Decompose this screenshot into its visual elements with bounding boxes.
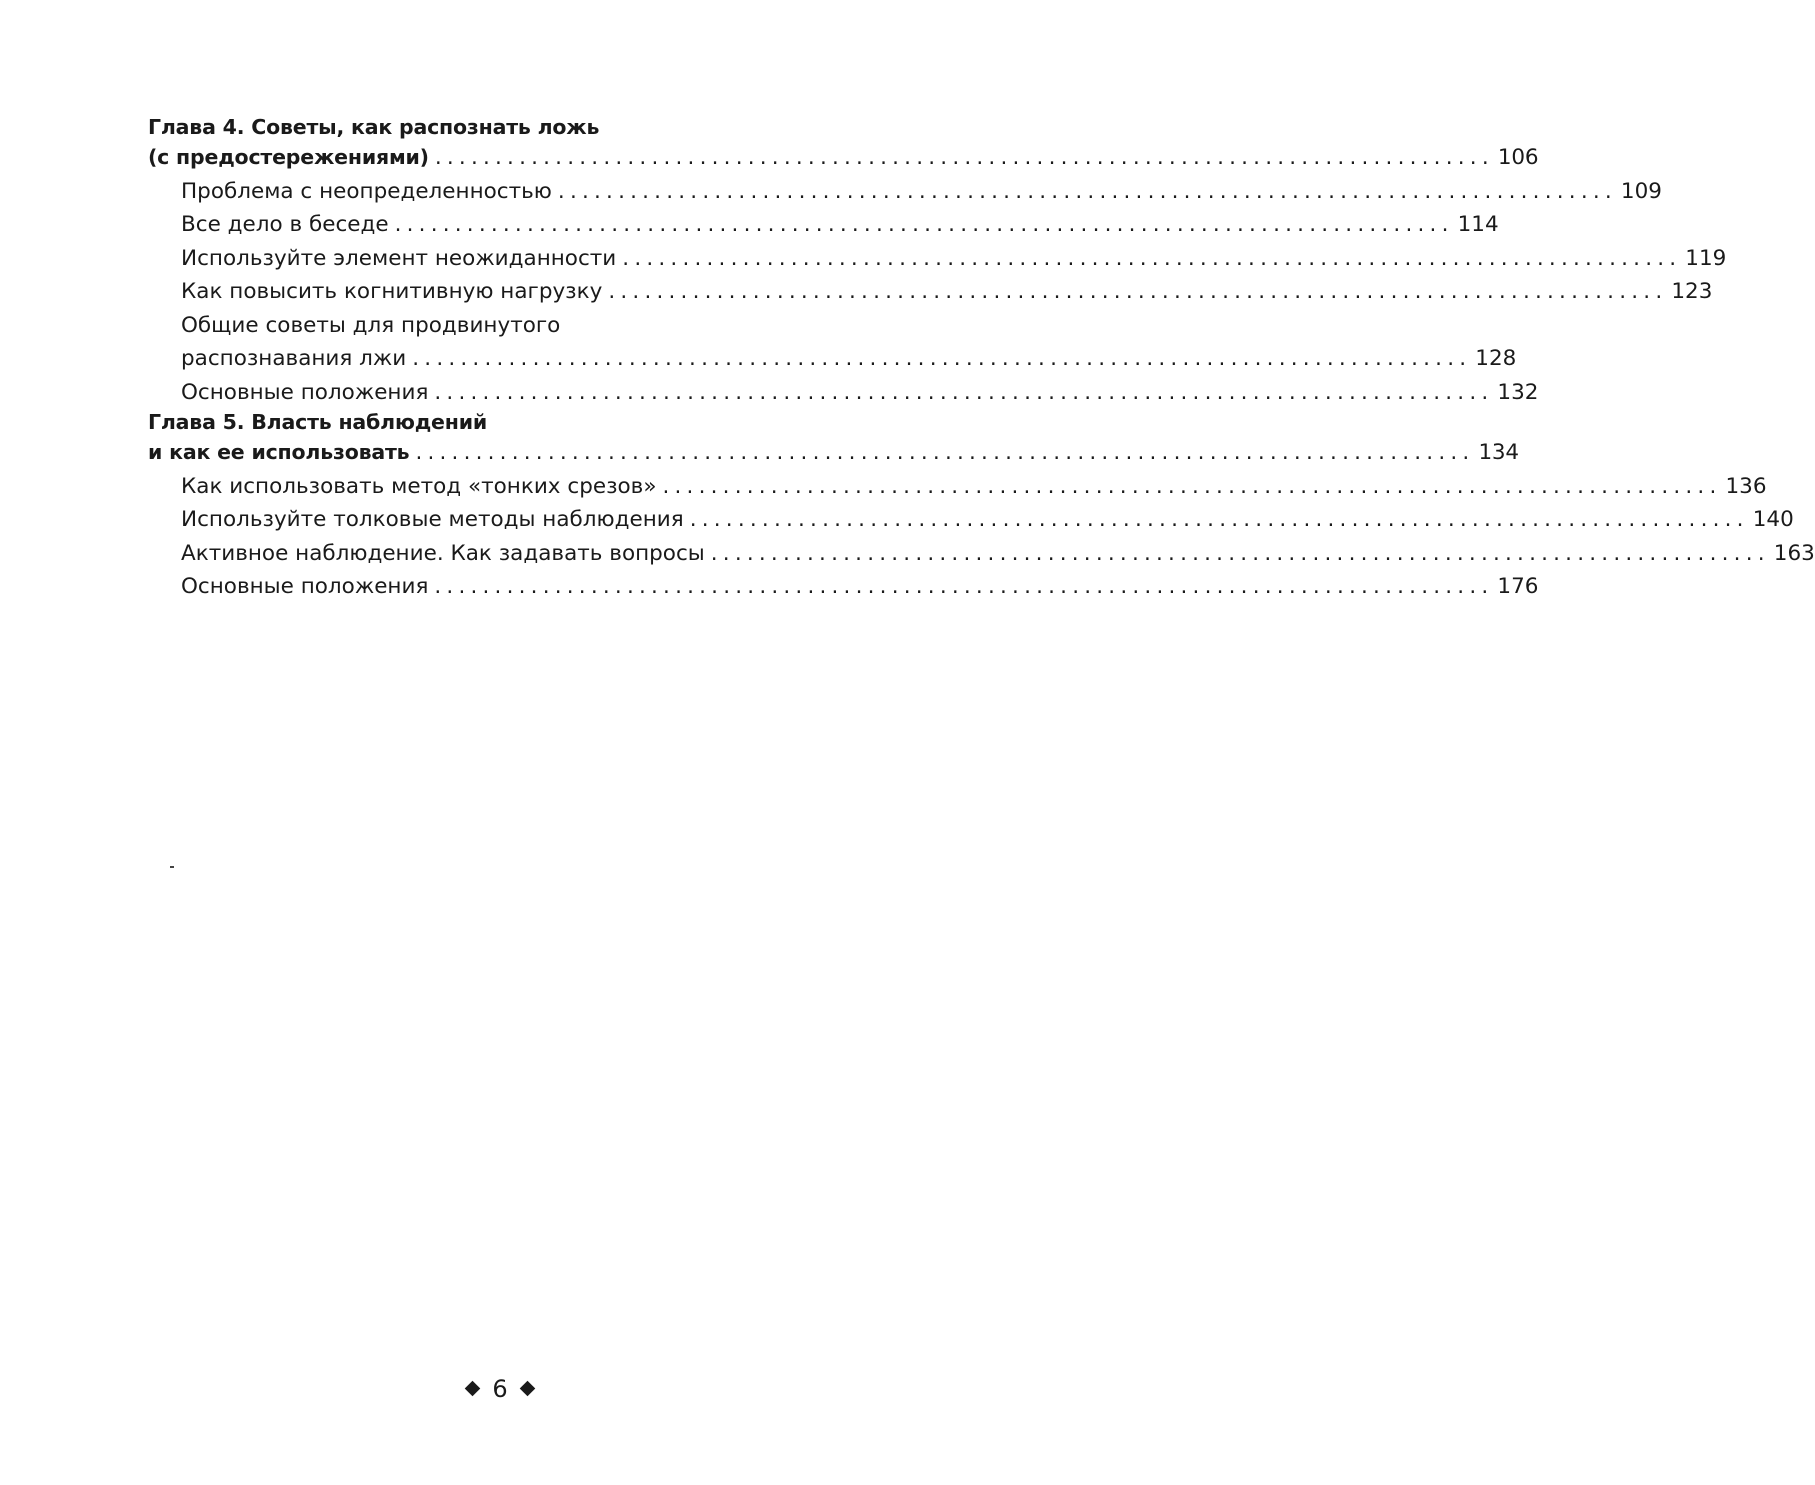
page-number: 114 <box>1457 212 1499 237</box>
toc-entry[interactable] <box>148 208 1499 242</box>
entry-label: Используйте элемент неожиданности <box>181 245 617 271</box>
chapter-4-title-line2: (с предостережениями) <box>148 145 429 169</box>
page-number: 134 <box>1478 440 1519 465</box>
toc-entry[interactable] <box>148 503 1794 537</box>
page-number: 123 <box>1671 279 1713 304</box>
chapter-5-title-line1: Глава 5. Власть наблюдений <box>148 410 488 434</box>
entry-label: распознавания лжи <box>181 346 407 371</box>
page-number: 106 <box>1497 145 1539 170</box>
dot-leader: ........................................................................................ <box>557 178 1617 204</box>
dot-leader: ........................................................................................ <box>608 279 1668 304</box>
entry-label: Основные положения <box>181 574 429 599</box>
page-number: 176 <box>1497 574 1539 599</box>
dot-leader: ........................................................................................ <box>415 440 1475 465</box>
dot-leader: ........................................................................................ <box>710 540 1770 566</box>
page-number: 119 <box>1685 245 1727 271</box>
page-number: 136 <box>1725 473 1767 499</box>
toc-entry[interactable] <box>148 376 1539 410</box>
toc-entry[interactable] <box>148 175 1662 209</box>
toc-entry[interactable] <box>148 570 1539 604</box>
dot-leader: ........................................................................................ <box>412 346 1472 371</box>
chapter-4-entry[interactable] <box>148 141 1539 175</box>
dot-leader: ........................................................................................ <box>434 145 1494 170</box>
toc-entry[interactable] <box>148 242 1727 276</box>
page-number: 163 <box>1773 540 1815 566</box>
page-number: 132 <box>1497 379 1539 405</box>
dot-leader: ........................................................................................ <box>434 379 1494 405</box>
entry-label: Проблема с неопределенностью <box>181 178 552 204</box>
diamond-icon <box>519 1380 535 1396</box>
dot-leader: ........................................................................................ <box>434 574 1494 599</box>
chapter-5-title-line2: и как ее использовать <box>148 440 410 464</box>
toc-entry[interactable] <box>148 275 1713 309</box>
dot-leader: ........................................................................................ <box>394 212 1454 237</box>
toc-entry[interactable] <box>148 537 1815 571</box>
page-number: 109 <box>1620 178 1662 204</box>
entry-label: Основные положения <box>181 379 429 405</box>
diamond-icon <box>465 1380 481 1396</box>
entry-label: Все дело в беседе <box>181 212 389 237</box>
table-of-contents <box>148 114 1815 604</box>
dot-leader: ........................................................................................ <box>622 245 1682 271</box>
entry-label: Как использовать метод «тонких срезов» <box>181 473 657 499</box>
scan-speck <box>170 866 174 868</box>
page-footer <box>0 1374 1000 1404</box>
toc-entry[interactable] <box>148 342 1517 376</box>
page-number: 128 <box>1475 346 1517 371</box>
chapter-5-entry[interactable] <box>148 436 1519 470</box>
entry-label: Активное наблюдение. Как задавать вопросы <box>181 540 705 566</box>
dot-leader: ........................................................................................ <box>689 507 1749 532</box>
dot-leader: ........................................................................................ <box>662 473 1722 499</box>
page-number: 140 <box>1752 507 1794 532</box>
entry-label: Как повысить когнитивную нагрузку <box>181 279 603 304</box>
entry-label: Используйте толковые методы наблюдения <box>181 507 684 532</box>
footer-page-number: 6 <box>492 1375 508 1403</box>
toc-entry-label-line1: Общие советы для продвинутого <box>181 312 561 338</box>
chapter-4-title-line1: Глава 4. Советы, как распознать ложь <box>148 115 600 139</box>
toc-entry[interactable] <box>148 470 1767 504</box>
